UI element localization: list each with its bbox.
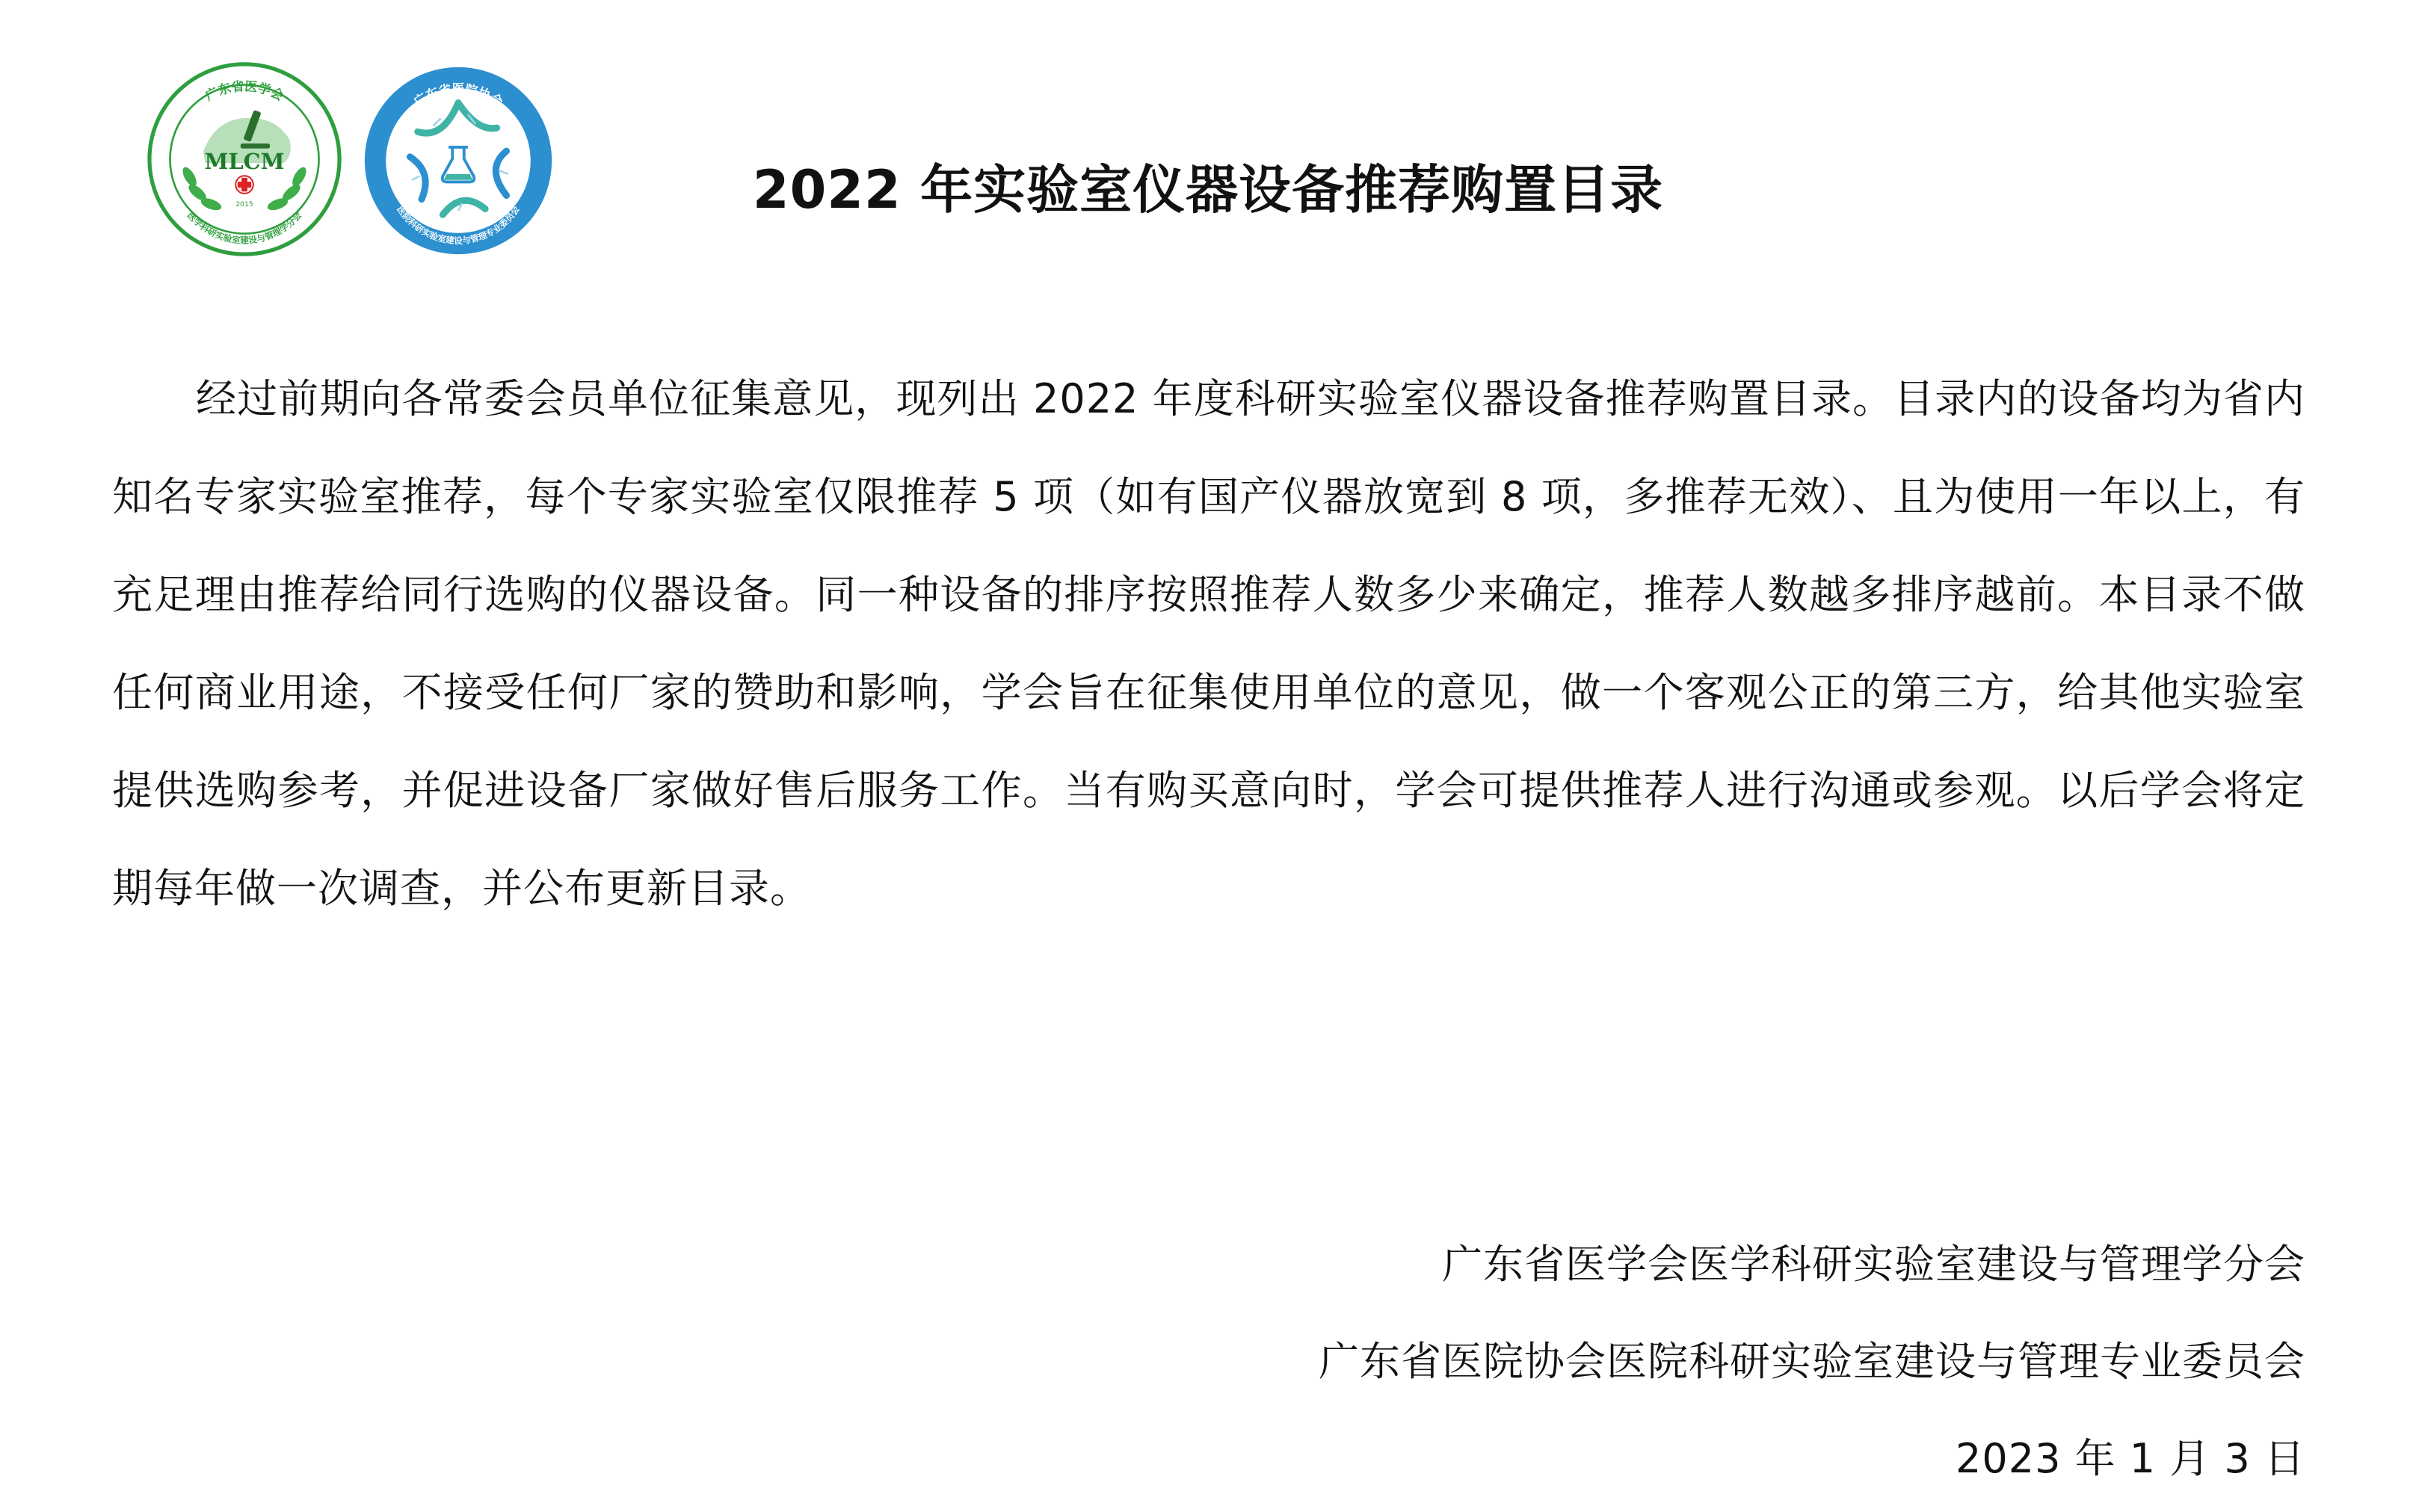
- svg-text:广东省医学会: 广东省医学会: [203, 78, 286, 105]
- svg-text:医学科研实验室建设与管理学分会: 医学科研实验室建设与管理学分会: [185, 209, 304, 246]
- signature-date: 2023 年 1 月 3 日: [1956, 1435, 2305, 1482]
- signature-org-1: 广东省医学会医学科研实验室建设与管理学分会: [1442, 1241, 2305, 1288]
- svg-text:MLCM: MLCM: [204, 149, 285, 175]
- page-title: 2022 年实验室仪器设备推荐购置目录: [752, 159, 1664, 220]
- body-paragraph: 经过前期向各常委会员单位征集意见，现列出 2022 年度科研实验室仪器设备推荐购置目录。目录内的设备均为省内知名专家实验室推荐，每个专家实验室仅限推荐 5 项（如有国产仪器放宽到 8 项，多推荐无效）、且为使用一年以上，有充足理由推荐给同行选购的仪器设备。同一种设备的排序按照推荐人数多少来确定，推荐人数越多排序越前。本目录不做任何商业用途，不接受任何厂家的赞助和影响，学会旨在征集使用单位的意见，做一个客观公正的第三方，给其他实验室提供选购参考，并促进设备厂家做好售后服务工作。当有购买意向时，学会可提供推荐人进行沟通或参观。以后学会将定期每年做一次调查，并公布更新目录。: [112, 375, 2305, 912]
- signature-org-2: 广东省医院协会医院科研实验室建设与管理专业委员会: [1319, 1338, 2305, 1385]
- svg-text:2015: 2015: [235, 200, 253, 209]
- svg-text:广东省医院协会: 广东省医院协会: [410, 81, 506, 110]
- svg-text:医院科研实验室建设与管理专业委员会: 医院科研实验室建设与管理专业委员会: [395, 204, 522, 246]
